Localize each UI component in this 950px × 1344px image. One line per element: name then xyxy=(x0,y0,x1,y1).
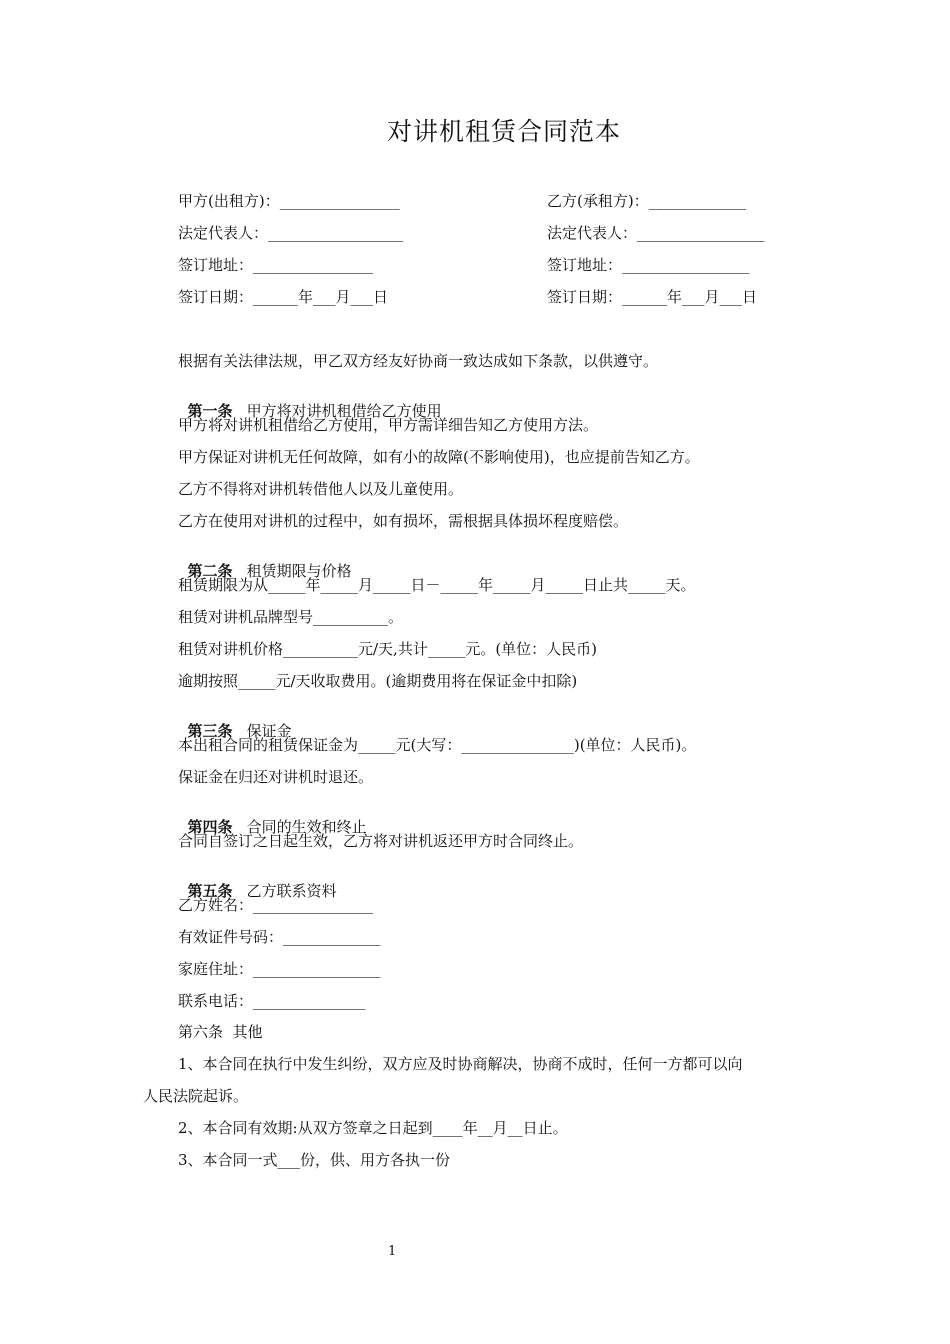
article-2-line: 租赁对讲机品牌型号__________。 xyxy=(178,608,404,626)
party-b-sign-date: 签订日期：______年___月___日 xyxy=(547,288,758,306)
party-a-sign-address: 签订地址：________________ xyxy=(178,256,374,274)
article-2-line: 租赁对讲机价格__________元/天,共计_____元。(单位：人民币) xyxy=(178,640,598,658)
party-b-representative: 法定代表人：_________________ xyxy=(547,224,765,242)
article-4-number: 第四条 xyxy=(187,818,233,836)
intro-paragraph: 根据有关法律法规，甲乙双方经友好协商一致达成如下条款，以供遵守。 xyxy=(178,352,659,370)
article-5-line: 乙方姓名：________________ xyxy=(178,896,374,914)
article-1-number: 第一条 xyxy=(187,402,233,420)
article-3-title: 保证金 xyxy=(246,722,292,740)
party-a-representative: 法定代表人：__________________ xyxy=(178,224,404,242)
article-1-title: 甲方将对讲机租借给乙方使用 xyxy=(246,402,442,420)
article-2-number: 第二条 xyxy=(187,562,233,580)
article-1-line: 甲方将对讲机租借给乙方使用，甲方需详细告知乙方使用方法。 xyxy=(178,416,599,434)
article-1-line: 乙方在使用对讲机的过程中，如有损坏，需根据具体损坏程度赔偿。 xyxy=(178,512,629,530)
article-5-title: 乙方联系资料 xyxy=(246,882,337,900)
article-3-number: 第三条 xyxy=(187,722,233,740)
party-a-sign-date: 签订日期：______年___月___日 xyxy=(178,288,389,306)
article-6-line: 1、本合同在执行中发生纠纷，双方应及时协商解决，协商不成时，任何一方都可以向 xyxy=(178,1055,743,1073)
party-a-name: 甲方(出租方)：________________ xyxy=(178,192,400,210)
article-2-line: 租赁期限为从_____年_____月_____日－_____年_____月_____日止共_____天。 xyxy=(178,576,696,594)
article-6-line: 人民法院起诉。 xyxy=(143,1087,249,1105)
article-4-title: 合同的生效和终止 xyxy=(246,818,367,836)
article-2-title: 租赁期限与价格 xyxy=(246,562,352,580)
article-3-line: 本出租合同的租赁保证金为_____元(大写：_______________)(单位：人民币)。 xyxy=(178,736,697,754)
article-4-line: 合同自签订之日起生效，乙方将对讲机返还甲方时合同终止。 xyxy=(178,832,584,850)
article-6-line: 3、本合同一式___份，供、用方各执一份 xyxy=(178,1151,451,1169)
page-number: 1 xyxy=(388,1244,397,1259)
document-title: 对讲机租赁合同范本 xyxy=(386,117,621,146)
party-b-name: 乙方(承租方)：_____________ xyxy=(547,192,747,210)
article-1-line: 甲方保证对讲机无任何故障，如有小的故障(不影响使用)，也应提前告知乙方。 xyxy=(178,448,700,466)
article-5-line: 联系电话：_______________ xyxy=(178,992,366,1010)
article-6-heading: 第六条 其他 xyxy=(178,1023,263,1041)
article-5-line: 家庭住址：_________________ xyxy=(178,960,381,978)
article-3-line: 保证金在归还对讲机时退还。 xyxy=(178,768,374,786)
article-5-line: 有效证件号码：_____________ xyxy=(178,928,381,946)
article-1-line: 乙方不得将对讲机转借他人以及儿童使用。 xyxy=(178,480,464,498)
article-6-line: 2、本合同有效期:从双方签章之日起到____年__月__日止。 xyxy=(178,1119,568,1137)
party-b-sign-address: 签订地址：_________________ xyxy=(547,256,750,274)
article-5-number: 第五条 xyxy=(187,882,233,900)
article-2-line: 逾期按照_____元/天收取费用。(逾期费用将在保证金中扣除) xyxy=(178,672,578,690)
